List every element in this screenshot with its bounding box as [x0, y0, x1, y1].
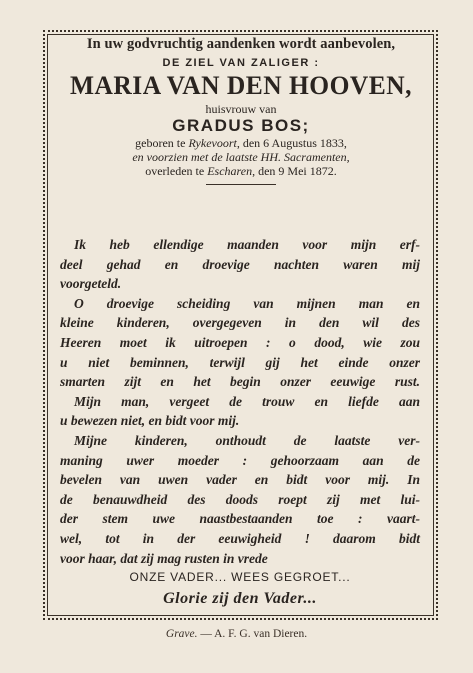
printer-name: — A. F. G. van Dieren. [197, 628, 308, 640]
card-header [50, 34, 432, 195]
sacraments-text: en voorzien met de laatste HH. Sacramenten, [132, 150, 350, 164]
prayer-line: der stem uwe naastbestaanden toe : vaart- [60, 511, 420, 527]
death-place: Escharen [207, 164, 253, 178]
prayer-line: Heeren moet ik uitroepen : o dood, wie zou [60, 334, 420, 350]
prayer-line: u niet beminnen, terwijl gij het einde onzer [60, 354, 420, 370]
prayer-line: smarten zijt en het begin onzer eeuwige rust. [60, 374, 420, 390]
birth-line [50, 136, 432, 150]
closing-prayer: ONZE VADER... WEES GEGROET... [129, 570, 351, 585]
prayer-line: kleine kinderen, overgegeven in den wil des [60, 315, 420, 331]
prayer-line: maning uwer moeder : gehoorzaam aan de [60, 452, 420, 468]
prayer-text [60, 235, 420, 608]
death-line [50, 164, 432, 178]
prayer-line: wel, tot in der eeuwigheid ! daarom bidt [60, 530, 420, 546]
prayer-line: u bewezen niet, en bidt voor mij. [60, 413, 240, 429]
prayer-line: O droevige scheiding van mijnen man en [74, 295, 420, 311]
prayer-line: voorgeteld. [60, 276, 122, 292]
prayer-line: Mijn man, vergeet de trouw en liefde aan [74, 393, 420, 409]
dedication-line: In uw godvruchtig aandenken wordt aanbevolen, [86, 36, 396, 52]
printer-place: Grave. [165, 628, 198, 640]
death-date: , den 9 Mei 1872. [252, 164, 337, 178]
closing-glory: Glorie zij den Vader... [163, 589, 317, 607]
death-prefix: overleden te [145, 164, 208, 178]
birth-prefix: geboren te [135, 136, 189, 150]
prayer-lines [60, 235, 420, 568]
prayer-line: Mijne kinderen, onthoudt de laatste ver- [74, 432, 420, 448]
sacraments-line [50, 150, 432, 164]
soul-line: DE ZIEL VAN ZALIGER : [162, 57, 320, 69]
birth-date: , den 6 Augustus 1833, [236, 136, 347, 150]
birth-place: Rykevoort [188, 136, 237, 150]
prayer-line: deel gehad en droevige nachten waren mij [60, 256, 420, 272]
separator-rule [206, 184, 276, 185]
prayer-line: bevelen van uwen vader en bidt voor mij. In [60, 472, 420, 488]
printer-footer [0, 628, 473, 640]
spouse-name: GRADUS BOS; [172, 116, 310, 135]
relation-text: huisvrouw van [205, 102, 277, 116]
deceased-name: MARIA VAN DEN HOOVEN, [69, 71, 413, 100]
prayer-line: Ik heb ellendige maanden voor mijn erf- [74, 237, 420, 252]
prayer-line: de benauwdheid des doods roept zij met lui- [60, 491, 420, 507]
prayer-line: voor haar, dat zij mag rusten in vrede [60, 550, 268, 566]
